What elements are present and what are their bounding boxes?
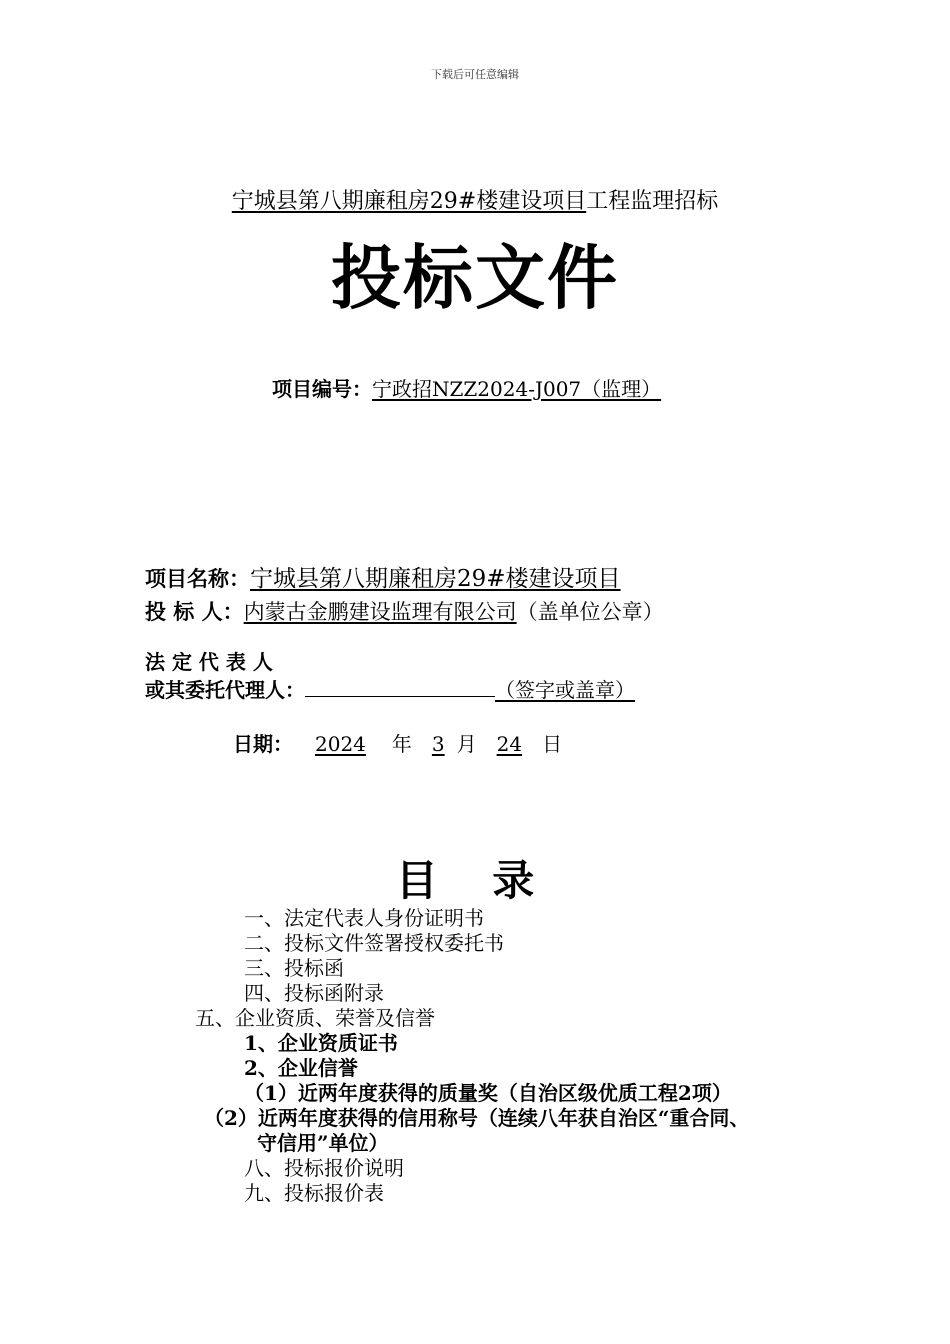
date-label: 日期：	[233, 732, 293, 756]
header-note: 下载后可任意编辑	[431, 68, 519, 81]
toc-item: 五、企业资质、荣誉及信誉	[195, 1006, 435, 1030]
bidder-row	[145, 596, 664, 626]
bidder-label: 投 标 人：	[145, 599, 244, 624]
subtitle-project: 宁城县第八期廉租房29#楼建设项目	[231, 189, 587, 214]
project-name-row	[145, 560, 621, 593]
document-subtitle	[0, 184, 950, 215]
toc-item: 守信用”单位）	[257, 1131, 389, 1155]
date-day: 24	[496, 732, 523, 756]
date-day-unit: 日	[542, 732, 563, 756]
legal-rep-label: 或其委托代理人：	[145, 678, 305, 702]
date-month: 3	[431, 732, 445, 756]
date-row	[233, 728, 562, 757]
toc-item: （1）近两年度获得的质量奖（自治区级优质工程2项）	[244, 1081, 732, 1105]
bidder-suffix: （盖单位公章）	[516, 600, 664, 624]
legal-rep-line1: 法 定 代 表 人	[145, 650, 273, 674]
bidder-value: 内蒙古金鹏建设监理有限公司	[243, 600, 517, 624]
project-number-label: 项目编号：	[272, 377, 372, 401]
signature-blank	[305, 678, 495, 697]
toc-item: 一、法定代表人身份证明书	[244, 906, 484, 930]
toc-item: 2、企业信誉	[244, 1056, 358, 1080]
toc-title: 目 录	[395, 856, 555, 905]
date-month-unit: 月	[456, 732, 477, 756]
toc-item: 九、投标报价表	[244, 1181, 384, 1205]
project-number	[272, 373, 661, 402]
toc-item: 1、企业资质证书	[244, 1031, 398, 1055]
toc-item: （2）近两年度获得的信用称号（连续八年获自治区“重合同、	[204, 1106, 750, 1130]
project-number-value: 宁政招NZZ2024-J007（监理）	[372, 377, 662, 401]
toc-item: 三、投标函	[244, 956, 344, 980]
subtitle-rest: 工程监理招标	[586, 189, 719, 214]
toc-item: 二、投标文件签署授权委托书	[244, 931, 504, 955]
legal-rep-row	[145, 674, 635, 703]
date-year: 2024	[315, 732, 366, 756]
project-name-label: 项目名称：	[145, 566, 250, 591]
project-name-value: 宁城县第八期廉租房29#楼建设项目	[250, 566, 621, 592]
toc-item: 八、投标报价说明	[244, 1156, 404, 1180]
main-title: 投标文件	[331, 236, 619, 319]
date-year-unit: 年	[391, 732, 412, 756]
legal-rep-suffix: （签字或盖章）	[495, 678, 635, 702]
toc-item: 四、投标函附录	[244, 981, 384, 1005]
